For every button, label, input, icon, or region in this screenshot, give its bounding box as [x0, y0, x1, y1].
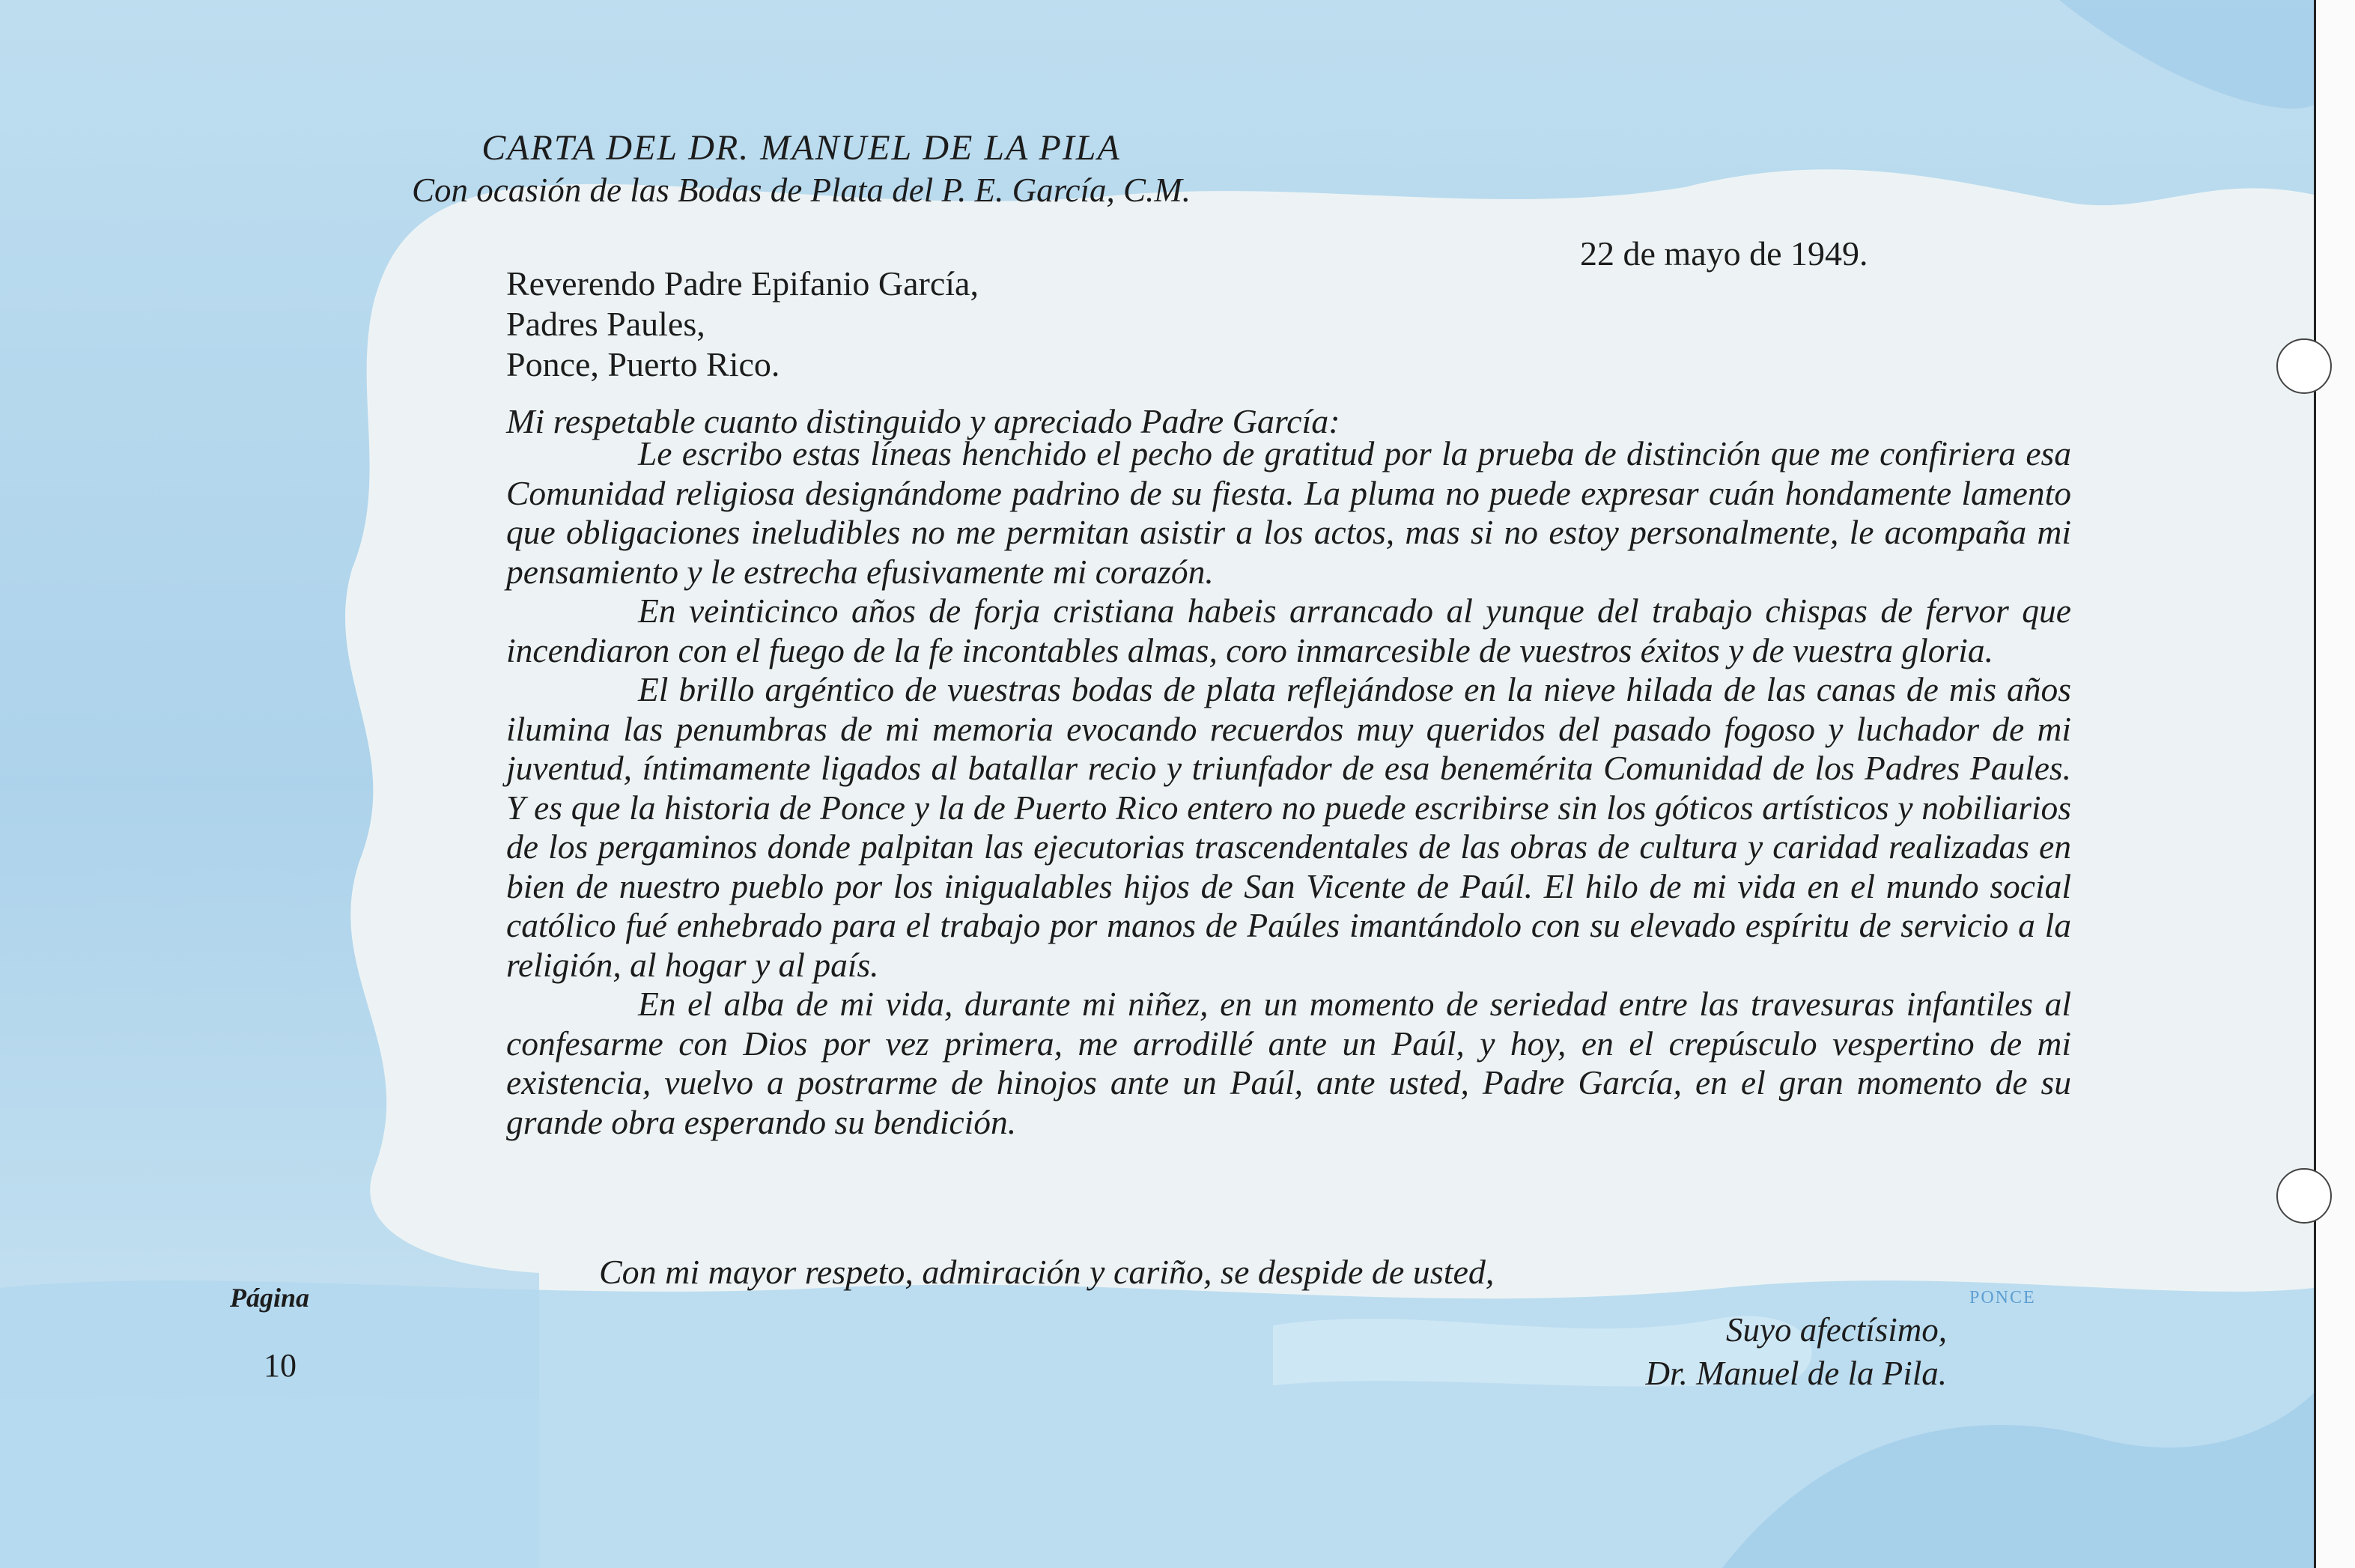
letter-date: 22 de mayo de 1949. — [1580, 234, 1868, 273]
body-paragraph: En veinticinco años de forja cristiana habeis arrancado al yunque del trabajo chispas de fervor que incendiaron con el fuego de la fe incontables almas, coro inmarcesible de vuestros éxitos y de vuestra gloria. — [506, 592, 2071, 669]
page-number: 10 — [264, 1347, 297, 1384]
letter-subtitle: Con ocasión de las Bodas de Plata del P. E. García, C.M. — [412, 171, 1191, 209]
signature-name: Dr. Manuel de la Pila. — [1645, 1355, 1947, 1392]
page-label: Página — [230, 1283, 310, 1313]
body-paragraph: En el alba de mi vida, durante mi niñez, en un momento de seriedad entre las travesuras infantiles al confesarme con Dios por vez primera, me arrodillé ante un Paúl, y hoy, en el crepúsculo vespertino de mi existencia, vuelvo a postrarme de hinojos ante un Paúl, ante usted, Padre García, en el gran momento de su grande obra esperando su bendición. — [506, 985, 2071, 1141]
letter-body — [506, 434, 2071, 1142]
address-line: Reverendo Padre Epifanio García, — [506, 264, 979, 303]
address-line: Padres Paules, — [506, 305, 705, 343]
signature-line: Suyo afectísimo, — [1726, 1311, 1947, 1349]
body-paragraph: El brillo argéntico de vuestras bodas de plata reflejándose en la nieve hilada de las canas de mis años ilumina las penumbras de mi memoria evocando recuerdos muy queridos del pasado fogoso y luchador de mi juventud, íntimamente ligados al batallar recio y triunfador de esa benemérita Comunidad de los Padres Paules. Y es que la historia de Ponce y la de Puerto Rico entero no puede escribirse sin los góticos artísticos y nobiliarios de los pergaminos donde palpitan las ejecutorias trascendentales de las obras de cultura y caridad realizadas en bien de nuestro pueblo por los inigualables hijos de San Vicente de Paúl. El hilo de mi vida en el mundo social católico fué enhebrado para el trabajo por manos de Paúles imantándolo con su elevado espíritu de servicio a la religión, al hogar y al país. — [506, 670, 2071, 984]
letter-title: CARTA DEL DR. MANUEL DE LA PILA — [481, 128, 1121, 168]
address-line: Ponce, Puerto Rico. — [506, 345, 780, 383]
ponce-stamp: PONCE — [1969, 1288, 2036, 1307]
body-paragraph: Le escribo estas líneas henchido el pecho de gratitud por la prueba de distinción que me confiriera esa Comunidad religiosa designándome padrino de su fiesta. La pluma no puede expresar cuán hondamente lamento que obligaciones ineludibles no me permitan asistir a los actos, mas si no estoy personalmente, le acompaña mi pensamiento y le estrecha efusivamente mi corazón. — [506, 434, 2071, 591]
salutation: Mi respetable cuanto distinguido y apreciado Padre García: — [506, 402, 1340, 440]
closing-line: Con mi mayor respeto, admiración y cariño, se despide de usted, — [599, 1253, 1495, 1291]
